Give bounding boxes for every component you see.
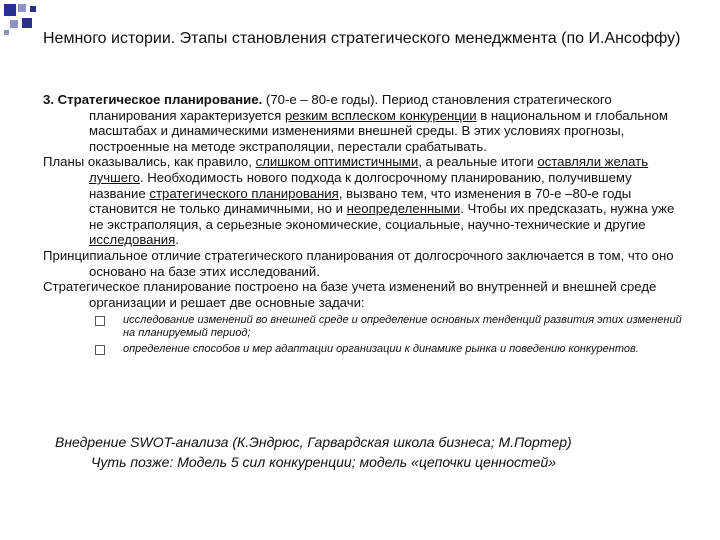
- footer-notes: [55, 432, 695, 472]
- underlined-term: неопределенными: [346, 201, 461, 217]
- list-item: [95, 314, 683, 340]
- underlined-term: стратегического планирования: [149, 185, 339, 201]
- text: , вызвано тем, что изменения в 70-е –80-е годы становится не только динамичными, но и: [89, 185, 632, 217]
- underlined-term: резким всплеском конкуренции: [284, 107, 477, 123]
- list-item-text: определение способов и мер адаптации организации к динамике рынка и поведению конкурентов.: [123, 343, 639, 356]
- paragraph-plans: [43, 154, 683, 248]
- list-item-text: исследование изменений во внешней среде и определение основных тенденций развития этих изменений на планируемый период;: [123, 314, 682, 340]
- list-item: [95, 343, 683, 356]
- slide-title: Немного истории. Этапы становления стратегического менеджмента (по И.Ансоффу): [43, 30, 681, 47]
- text: .: [175, 232, 179, 248]
- underlined-term: оставляли желать лучшего: [89, 154, 649, 185]
- square-bullet-icon: [95, 316, 105, 326]
- footer-line-swot: Внедрение SWOT-анализа (К.Эндрюс, Гарвардская школа бизнеса; М.Портер): [55, 434, 572, 450]
- paragraph-tasks: Стратегическое планирование построено на базе учета изменений во внутренней и внешней среде организации и решает две основные задачи:: [43, 279, 657, 310]
- text: , а реальные итоги: [418, 154, 538, 170]
- paragraph-strategic-planning: [43, 92, 683, 154]
- slide-body: [43, 92, 683, 359]
- task-list: [95, 314, 683, 356]
- text: Планы оказывались, как правило,: [43, 154, 256, 170]
- text: . Чтобы их предсказать, нужна уже не экстраполяция, а серьезные экономические, социальные, научно-технические и другие: [89, 201, 675, 232]
- footer-line-models: Чуть позже: Модель 5 сил конкуренции; модель «цепочки ценностей»: [91, 454, 557, 470]
- text: в национальном и глобальном масштабах и динамическими изменениями внешней среды. В этих условиях прогнозы, построенные на методе экстраполяции, перестали срабатывать.: [89, 107, 668, 154]
- underlined-term: исследования: [89, 232, 176, 248]
- underlined-term: слишком оптимистичными: [255, 154, 419, 170]
- text: . Необходимость нового подхода к долгосрочному планированию, получившему название: [89, 169, 632, 201]
- text: (70-е – 80-е годы). Период становления стратегического планирования характеризуется: [89, 92, 612, 123]
- section-heading: 3. Стратегическое планирование.: [43, 92, 263, 107]
- paragraph-difference: Принципиальное отличие стратегического планирования от долгосрочного заключается в том, что оно основано на базе этих исследований.: [43, 247, 674, 279]
- square-bullet-icon: [95, 345, 105, 355]
